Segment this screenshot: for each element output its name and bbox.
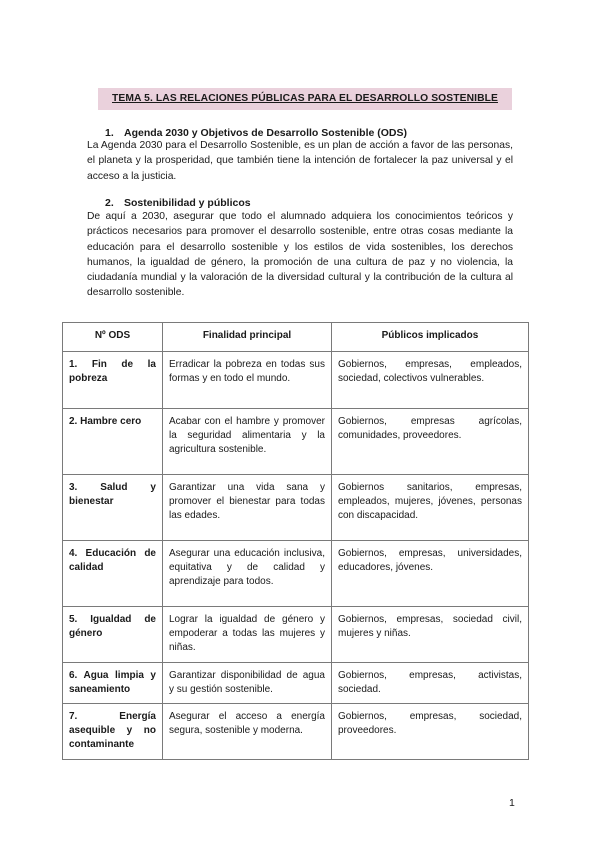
- publicos-cell: Gobiernos, empresas, universidades, educadores, jóvenes.: [332, 541, 529, 607]
- section-2-number: 2.: [105, 197, 114, 209]
- finalidad-cell: Lograr la igualdad de género y empoderar a todas las mujeres y niñas.: [163, 607, 332, 663]
- publicos-cell: Gobiernos, empresas agrícolas, comunidades, proveedores.: [332, 409, 529, 475]
- section-2-heading: [105, 197, 251, 209]
- document-title: TEMA 5. LAS RELACIONES PÚBLICAS PARA EL DESARROLLO SOSTENIBLE: [98, 88, 512, 110]
- header-finalidad: Finalidad principal: [163, 323, 332, 352]
- publicos-cell: Gobiernos, empresas, sociedad civil, mujeres y niñas.: [332, 607, 529, 663]
- publicos-cell: Gobiernos sanitarios, empresas, empleados, mujeres, jóvenes, personas con discapacidad.: [332, 475, 529, 541]
- table-row: [63, 704, 529, 760]
- page-number: 1: [509, 797, 515, 809]
- section-2-title: Sostenibilidad y públicos: [124, 197, 251, 209]
- section-1-title: Agenda 2030 y Objetivos de Desarrollo Sostenible (ODS): [124, 127, 407, 139]
- ods-cell: 5. Igualdad de género: [63, 607, 163, 663]
- finalidad-cell: Garantizar disponibilidad de agua y su gestión sostenible.: [163, 662, 332, 703]
- table-row: [63, 475, 529, 541]
- ods-table: [62, 322, 529, 760]
- section-1-paragraph: La Agenda 2030 para el Desarrollo Sostenible, es un plan de acción a favor de las personas, el planeta y la prosperidad, que también tiene la intención de fortalecer la paz universal y el acceso a la justicia.: [87, 140, 513, 182]
- finalidad-cell: Garantizar una vida sana y promover el bienestar para todas las edades.: [163, 475, 332, 541]
- table-row: [63, 352, 529, 409]
- section-2-paragraph: De aquí a 2030, asegurar que todo el alumnado adquiera los conocimientos teóricos y prácticos necesarios para promover el desarrollo sostenible, entre otras cosas mediante la educación para el desarrollo sostenible y los estilos de vida sostenibles, los derechos humanos, la igualdad de género, la promoción de una cultura de paz y no violencia, la ciudadanía mundial y la valoración de la diversidad cultural y la contribución de la cultura al desarrollo sostenible.: [87, 211, 513, 299]
- ods-cell: 4. Educación de calidad: [63, 541, 163, 607]
- table-row: [63, 409, 529, 475]
- table-row: [63, 607, 529, 663]
- ods-cell: 7. Energía asequible y no contaminante: [63, 704, 163, 760]
- ods-cell: 2. Hambre cero: [63, 409, 163, 475]
- publicos-cell: Gobiernos, empresas, sociedad, proveedores.: [332, 704, 529, 760]
- finalidad-cell: Erradicar la pobreza en todas sus formas y en todo el mundo.: [163, 352, 332, 409]
- table-row: [63, 662, 529, 703]
- publicos-cell: Gobiernos, empresas, empleados, sociedad, colectivos vulnerables.: [332, 352, 529, 409]
- finalidad-cell: Asegurar el acceso a energía segura, sostenible y moderna.: [163, 704, 332, 760]
- publicos-cell: Gobiernos, empresas, activistas, sociedad.: [332, 662, 529, 703]
- header-ods: Nº ODS: [63, 323, 163, 352]
- ods-cell: 1. Fin de la pobreza: [63, 352, 163, 409]
- table-row: [63, 541, 529, 607]
- ods-cell: 3. Salud y bienestar: [63, 475, 163, 541]
- section-1-number: 1.: [105, 127, 114, 139]
- finalidad-cell: Asegurar una educación inclusiva, equitativa y de calidad y aprendizaje para todos.: [163, 541, 332, 607]
- ods-cell: 6. Agua limpia y saneamiento: [63, 662, 163, 703]
- table-header-row: [63, 323, 529, 352]
- header-publicos: Públicos implicados: [332, 323, 529, 352]
- finalidad-cell: Acabar con el hambre y promover la seguridad alimentaria y la agricultura sostenible.: [163, 409, 332, 475]
